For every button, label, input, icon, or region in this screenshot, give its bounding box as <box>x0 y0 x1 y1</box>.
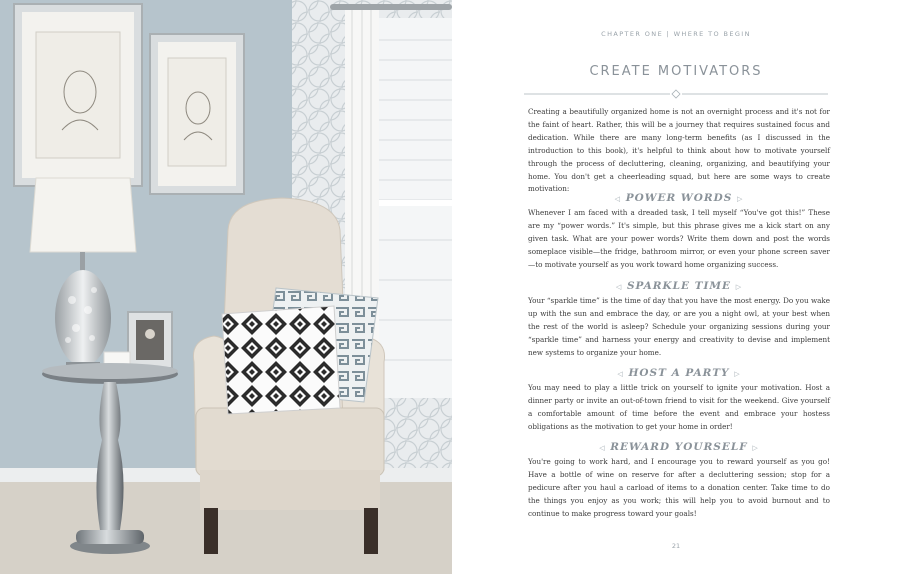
section-heading-label: REWARD YOURSELF <box>610 441 748 453</box>
ornament-right-icon: ▷ <box>752 443 759 452</box>
intro-paragraph: Creating a beautifully organized home is not an overnight process and it's not for the faint of heart. Rather, this will be a journey that requires sustained focus and dedication. While there are many long-term benefits (as I discussed in the introduction to this book), it's helpful to think about how to motivate yourself through the process of decluttering, cleaning, organizing, and beautifying your home. You don't get a cheerleading squad, but here are some ways to create motivation: <box>528 107 830 194</box>
ornament-left-icon: ◁ <box>615 282 623 291</box>
section-text: Your “sparkle time” is the time of day that you have the most energy. Do you wake up with the sun and embrace the day, or are you a night owl, at your best when the rest of the world is asleep? Schedule your organizing sessions during your “sparkle time” and harness your energy and creativity to devise and implement new systems to organize your home. <box>528 296 830 357</box>
title-divider <box>524 89 828 99</box>
page-title: CREATE MOTIVATORS <box>589 64 763 79</box>
ornament-right-icon: ▷ <box>734 369 741 378</box>
section-heading <box>528 441 830 453</box>
section-heading-label: HOST A PARTY <box>628 367 730 379</box>
section-heading <box>528 192 830 204</box>
section-text: You're going to work hard, and I encourage you to reward yourself as you go! Have a bottle of wine on reserve for after a decluttering session; stop for a pedicure after you haul a carload of items to a donation center. Take time to do the things you enjoy as you work; this will help you to avoid burnout and to continue to make progress toward your goals! <box>528 457 830 518</box>
ornament-left-icon: ◁ <box>617 369 624 378</box>
ornament-left-icon: ◁ <box>599 443 606 452</box>
running-head: CHAPTER ONE | WHERE TO BEGIN <box>601 30 751 38</box>
section-heading-label: SPARKLE TIME <box>626 280 732 292</box>
page-number: 21 <box>671 542 681 550</box>
ornament-right-icon: ▷ <box>736 194 744 203</box>
section-text: Whenever I am faced with a dreaded task, I tell myself “You've got this!” These are my “power words.” It's simple, but this phrase gives me a kick start on any given task. What are your power words? Write them down and post the words someplace visible—the fridge, bathroom mirror, or even your phone screen saver—to motivate yourself as you work toward home organizing success. <box>528 208 830 269</box>
section-heading <box>528 280 830 292</box>
ornament-right-icon: ▷ <box>735 282 743 291</box>
section-heading-label: POWER WORDS <box>625 192 733 204</box>
section-heading <box>528 367 830 379</box>
section-text: You may need to play a little trick on yourself to ignite your motivation. Host a dinner party or invite an out-of-town friend to visit for the weekend. Give yourself a comfortable amount of time before the event and embrace your hostess obligations as the motivation to get your home in order! <box>528 383 830 431</box>
text-page <box>452 0 900 574</box>
ornament-left-icon: ◁ <box>614 194 622 203</box>
